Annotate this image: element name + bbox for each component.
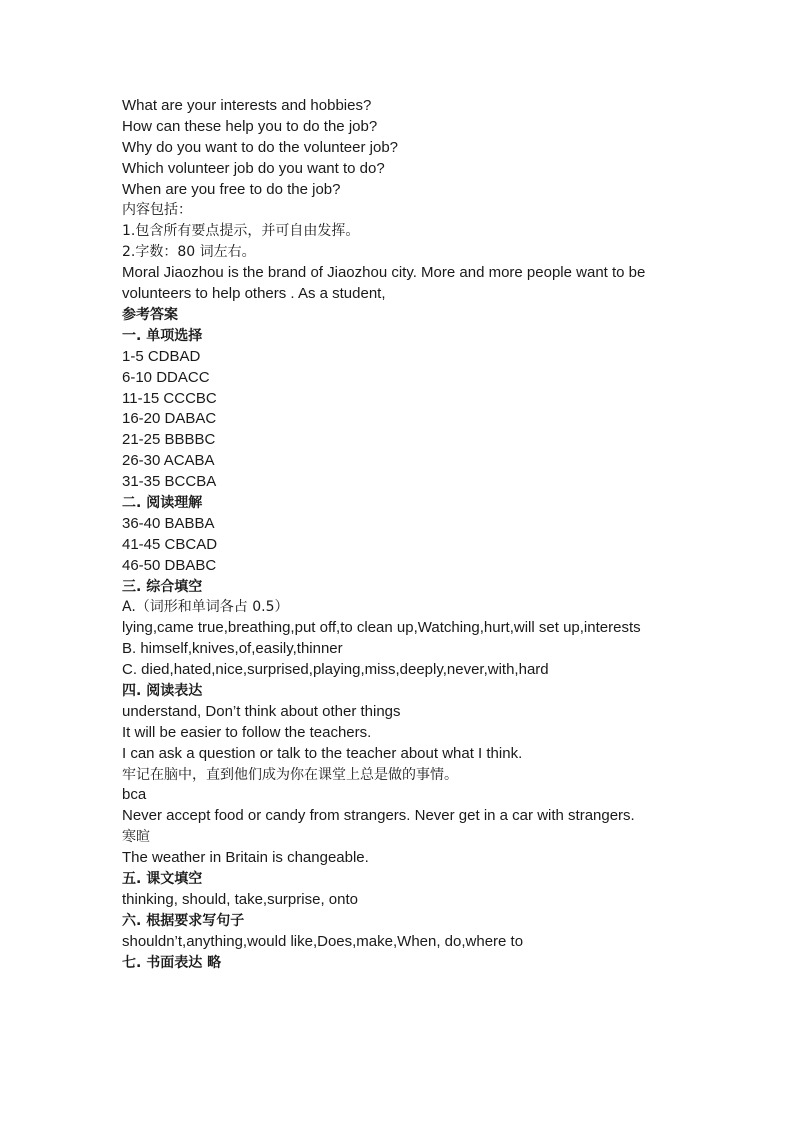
section-3-title: 三. 综合填空 <box>122 578 203 595</box>
section-4-chinese-line: 牢记在脑中，直到他们成为你在课堂上总是做的事情。 <box>122 766 458 783</box>
section-1-row: 16-20 DABAC <box>122 410 217 428</box>
section-1-row: 6-10 DDACC <box>122 368 210 386</box>
question-4: Which volunteer job do you want to do? <box>122 159 385 177</box>
section-4-bca: bca <box>122 786 147 804</box>
section-1-row: 26-30 ACABA <box>122 452 215 470</box>
document-page <box>122 96 722 973</box>
section-5-answers: thinking, should, take,surprise, onto <box>122 890 358 908</box>
section-4-weather: The weather in Britain is changeable. <box>122 849 369 867</box>
section-3-a-answers: lying,came true,breathing,put off,to clean up,Watching,hurt,will set up,interests <box>122 619 641 637</box>
section-6-answers: shouldn’t,anything,would like,Does,make,When, do,where to <box>122 932 524 950</box>
question-2: How can these help you to do the job? <box>122 117 378 135</box>
section-4-line: understand, Don’t think about other things <box>122 702 401 720</box>
question-5: When are you free to do the job? <box>122 180 341 198</box>
answers-title: 参考答案 <box>122 306 178 323</box>
section-3-b-answers: B. himself,knives,of,easily,thinner <box>122 640 343 658</box>
section-1-row: 1-5 CDBAD <box>122 347 201 365</box>
section-4-greeting: 寒暄 <box>122 829 150 846</box>
requirement-item-1: 1.包含所有要点提示，并可自由发挥。 <box>122 223 360 240</box>
section-2-row: 41-45 CBCAD <box>122 535 218 553</box>
section-6-title: 六. 根据要求写句子 <box>122 912 245 929</box>
section-2-row: 36-40 BABBA <box>122 514 215 532</box>
section-4-line: I can ask a question or talk to the teacher about what I think. <box>122 744 523 762</box>
requirements-heading: 内容包括： <box>122 202 192 219</box>
section-2-row: 46-50 DBABC <box>122 556 217 574</box>
section-4-line: It will be easier to follow the teachers. <box>122 723 372 741</box>
section-3-c-answers: C. died,hated,nice,surprised,playing,miss,deeply,never,with,hard <box>122 661 549 679</box>
section-7-title: 七. 书面表达 略 <box>122 954 222 971</box>
section-3-a-label: A.（词形和单词各占 0.5） <box>122 599 289 616</box>
section-2-title: 二. 阅读理解 <box>122 494 203 511</box>
section-4-title: 四. 阅读表达 <box>122 682 203 699</box>
section-1-row: 21-25 BBBBC <box>122 431 216 449</box>
section-4-never-line: Never accept food or candy from strangers. Never get in a car with strangers. <box>122 807 635 825</box>
requirement-item-2: 2.字数：80 词左右。 <box>122 244 256 261</box>
writing-start-paragraph: Moral Jiaozhou is the brand of Jiaozhou city. More and more people want to be volunteers to help others . As a student, <box>122 264 646 303</box>
section-1-row: 31-35 BCCBA <box>122 473 217 491</box>
section-1-row: 11-15 CCCBC <box>122 389 217 407</box>
section-1-title: 一. 单项选择 <box>122 327 203 344</box>
question-3: Why do you want to do the volunteer job? <box>122 138 399 156</box>
section-5-title: 五. 课文填空 <box>122 871 203 888</box>
question-1: What are your interests and hobbies? <box>122 97 372 114</box>
